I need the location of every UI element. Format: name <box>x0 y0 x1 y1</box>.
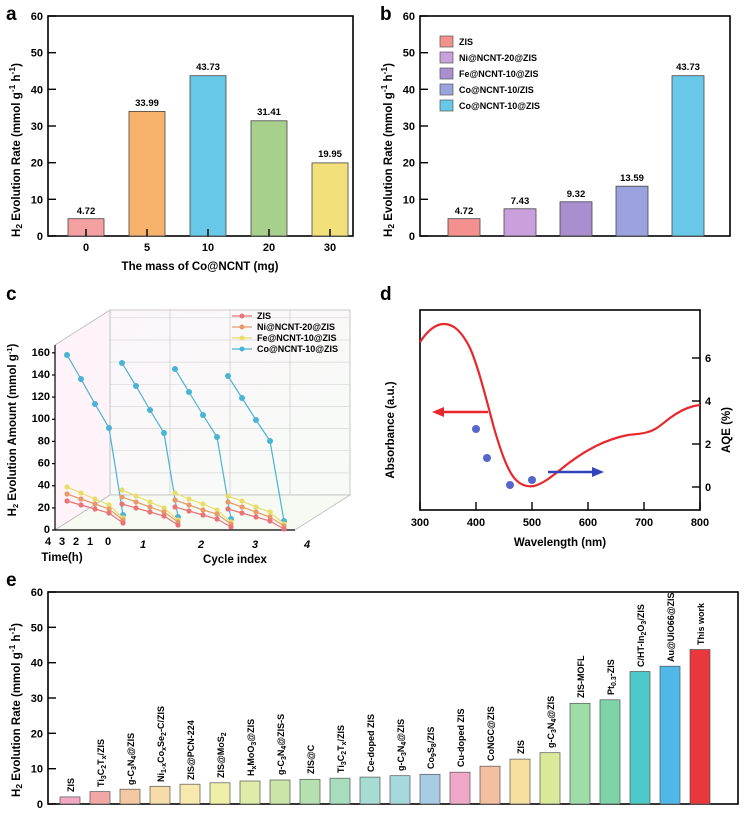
panel-d <box>370 280 748 570</box>
panel-b-letter: b <box>380 4 392 25</box>
chart-d-y2ticks <box>705 353 712 494</box>
chart-a-bars <box>68 62 348 236</box>
svg-text:2: 2 <box>72 536 80 548</box>
chart-b-yticks <box>403 11 415 243</box>
svg-text:30: 30 <box>323 242 337 254</box>
svg-text:This work: This work <box>696 602 706 645</box>
chart-c-time-label: Time(h) <box>41 552 83 564</box>
svg-text:40: 40 <box>37 479 50 492</box>
svg-text:20: 20 <box>262 242 276 254</box>
svg-text:ZIS@PCN-224: ZIS@PCN-224 <box>186 720 196 780</box>
svg-text:3: 3 <box>58 536 66 548</box>
panel-c-letter: c <box>6 284 17 305</box>
chart-a-yticks <box>31 11 43 243</box>
svg-text:13.59: 13.59 <box>620 173 644 184</box>
svg-text:C/HT-In2O3/ZIS: C/HT-In2O3/ZIS <box>636 604 648 667</box>
svg-text:Au@UiO66@ZIS: Au@UiO66@ZIS <box>666 592 676 662</box>
svg-text:20: 20 <box>30 728 43 741</box>
svg-text:Cu-doped ZIS: Cu-doped ZIS <box>456 708 466 767</box>
svg-text:4.72: 4.72 <box>454 206 474 217</box>
svg-text:ZIS: ZIS <box>516 739 526 754</box>
svg-text:0: 0 <box>104 536 112 548</box>
svg-text:Ti3C2Tx/ZIS: Ti3C2Tx/ZIS <box>336 724 348 773</box>
svg-text:Co@NCNT-10@ZIS: Co@NCNT-10@ZIS <box>257 344 339 354</box>
svg-text:60: 60 <box>30 587 43 599</box>
chart-c <box>0 280 370 570</box>
svg-text:Fe@NCNT-10@ZIS: Fe@NCNT-10@ZIS <box>459 69 539 79</box>
svg-text:5: 5 <box>143 242 151 254</box>
svg-text:Co@NCNT-10/ZIS: Co@NCNT-10/ZIS <box>459 85 534 95</box>
svg-text:4.72: 4.72 <box>76 206 96 217</box>
chart-c-xlabel: Cycle index <box>203 554 267 566</box>
chart-d-absorbance-curve <box>420 324 700 486</box>
chart-d-right-arrow <box>548 467 604 477</box>
svg-text:ZIS: ZIS <box>66 777 76 792</box>
svg-text:700: 700 <box>634 517 654 529</box>
chart-d <box>370 280 748 570</box>
svg-text:60: 60 <box>402 11 415 23</box>
svg-text:300: 300 <box>410 517 430 529</box>
chart-e-yticks <box>31 587 43 811</box>
panel-e <box>0 570 748 834</box>
panel-b <box>370 0 748 280</box>
chart-d-xticks <box>411 517 709 529</box>
svg-text:Fe@NCNT-10@ZIS: Fe@NCNT-10@ZIS <box>257 333 337 343</box>
chart-d-y2label: AQE (%) <box>721 407 733 453</box>
svg-text:43.73: 43.73 <box>676 62 700 73</box>
svg-text:Ni@NCNT-20@ZIS: Ni@NCNT-20@ZIS <box>257 322 336 332</box>
svg-text:2: 2 <box>197 539 205 551</box>
panel-a-letter: a <box>6 4 17 25</box>
svg-text:Ti3C2Tx/ZIS: Ti3C2Tx/ZIS <box>96 738 108 787</box>
svg-text:ZIS-MOFL: ZIS-MOFL <box>576 655 586 698</box>
svg-text:50: 50 <box>30 622 43 635</box>
svg-text:20: 20 <box>37 501 50 514</box>
svg-text:0: 0 <box>705 482 712 494</box>
svg-text:g-C3N4@ZIS: g-C3N4@ZIS <box>396 718 408 771</box>
svg-text:4: 4 <box>303 539 311 551</box>
chart-a-ylabel: H2 Evolution Rate (mmol $g^{-1}$ $h^{-1}$) <box>7 63 25 237</box>
svg-text:60: 60 <box>37 457 50 470</box>
svg-text:6: 6 <box>705 353 712 365</box>
svg-text:50: 50 <box>30 47 43 60</box>
svg-text:ZIS@MoS2: ZIS@MoS2 <box>216 732 228 778</box>
svg-text:10: 10 <box>201 242 215 254</box>
svg-text:ZIS: ZIS <box>257 311 272 321</box>
svg-text:80: 80 <box>37 435 50 448</box>
chart-b-legend <box>440 36 540 111</box>
svg-text:0: 0 <box>36 799 43 811</box>
svg-text:Pt0.3-ZIS: Pt0.3-ZIS <box>606 659 618 695</box>
svg-text:40: 40 <box>30 657 43 670</box>
svg-text:1: 1 <box>139 539 147 551</box>
svg-text:10: 10 <box>30 763 43 776</box>
svg-text:0: 0 <box>43 524 50 536</box>
svg-text:0: 0 <box>82 242 90 254</box>
svg-text:g-C3N4@ZIS: g-C3N4@ZIS <box>126 732 138 785</box>
chart-d-ylabel: Absorbance (a.u.) <box>385 381 397 479</box>
svg-text:31.41: 31.41 <box>257 107 281 118</box>
svg-text:ZIS: ZIS <box>459 37 474 47</box>
svg-text:g-C3N4@ZIS: g-C3N4@ZIS <box>546 695 558 748</box>
chart-e <box>0 570 748 834</box>
svg-text:HxMoO3@ZIS: HxMoO3@ZIS <box>246 718 258 776</box>
svg-text:40: 40 <box>402 84 415 97</box>
svg-text:4: 4 <box>705 396 712 408</box>
chart-e-bars <box>60 592 710 804</box>
panel-e-letter: e <box>6 570 17 591</box>
chart-c-xticks <box>140 539 310 551</box>
svg-text:120: 120 <box>31 391 50 404</box>
svg-text:9.32: 9.32 <box>566 189 586 200</box>
svg-text:160: 160 <box>31 346 50 359</box>
svg-text:500: 500 <box>522 517 542 529</box>
chart-c-ytick-time <box>45 536 111 548</box>
chart-b-ylabel: H2 Evolution Rate (mmol $g^{-1}$ $h^{-1}$) <box>379 63 397 237</box>
svg-text:0: 0 <box>36 231 43 243</box>
svg-text:40: 40 <box>30 84 43 97</box>
chart-b <box>370 0 748 280</box>
svg-text:4: 4 <box>44 536 52 548</box>
svg-text:Ce-doped ZIS: Ce-doped ZIS <box>366 714 376 772</box>
chart-c-zticks <box>32 347 50 536</box>
chart-a-xticks <box>83 242 336 254</box>
chart-d-left-arrow <box>432 407 488 417</box>
svg-text:30: 30 <box>30 121 43 133</box>
svg-text:Ni1-xCoxSe2-C/ZIS: Ni1-xCoxSe2-C/ZIS <box>156 706 168 782</box>
svg-text:Co@NCNT-10@ZIS: Co@NCNT-10@ZIS <box>459 101 541 111</box>
svg-text:50: 50 <box>402 47 415 60</box>
svg-text:2: 2 <box>705 439 712 451</box>
svg-text:100: 100 <box>31 413 50 426</box>
svg-text:43.73: 43.73 <box>196 62 220 73</box>
svg-text:33.99: 33.99 <box>135 98 159 109</box>
chart-a <box>0 0 370 280</box>
svg-text:CoNGC@ZIS: CoNGC@ZIS <box>486 706 496 761</box>
svg-text:800: 800 <box>690 517 710 529</box>
panel-c <box>0 280 370 570</box>
svg-text:30: 30 <box>402 121 415 133</box>
panel-a <box>0 0 370 280</box>
svg-text:20: 20 <box>402 157 415 170</box>
chart-e-ylabel: H2 Evolution Rate (mmol $g^{-1}$ $h^{-1}$) <box>7 623 25 797</box>
svg-text:0: 0 <box>408 231 415 243</box>
svg-text:20: 20 <box>30 157 43 170</box>
svg-text:ZIS@C: ZIS@C <box>306 744 316 774</box>
svg-text:Co9S8/ZIS: Co9S8/ZIS <box>426 726 438 769</box>
svg-text:10: 10 <box>30 194 43 207</box>
chart-c-zlabel: H2 Evolution Amount (mmol $g^{-1}$) <box>4 343 20 517</box>
svg-text:600: 600 <box>578 517 598 529</box>
svg-text:1: 1 <box>86 536 94 548</box>
svg-text:7.43: 7.43 <box>510 196 530 207</box>
svg-text:400: 400 <box>466 517 486 529</box>
svg-text:60: 60 <box>30 11 43 23</box>
svg-text:19.95: 19.95 <box>318 149 342 160</box>
panel-d-letter: d <box>380 284 392 305</box>
svg-text:10: 10 <box>402 194 415 207</box>
svg-text:3: 3 <box>251 539 259 551</box>
svg-text:g-C3N4@ZIS-S: g-C3N4@ZIS-S <box>276 713 288 775</box>
svg-text:Ni@NCNT-20@ZIS: Ni@NCNT-20@ZIS <box>459 53 538 63</box>
chart-a-xlabel: The mass of Co@NCNT (mg) <box>121 261 279 273</box>
chart-d-xlabel: Wavelength (nm) <box>513 537 607 549</box>
svg-text:30: 30 <box>30 693 43 705</box>
svg-text:140: 140 <box>31 368 50 381</box>
